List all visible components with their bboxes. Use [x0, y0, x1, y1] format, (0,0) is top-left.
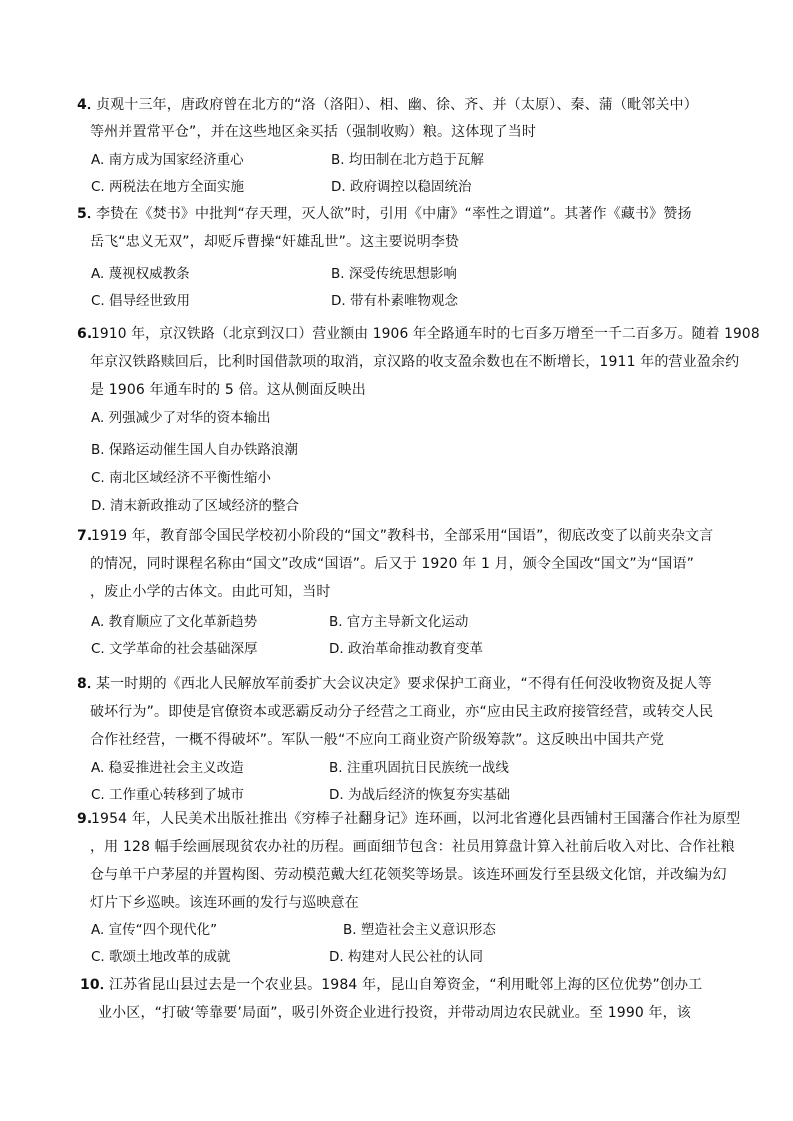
question-number: 8．	[77, 676, 102, 692]
option-b[interactable]: B. 保路运动催生国人自办铁路浪潮	[91, 442, 298, 458]
option-a[interactable]: A. 教育顺应了文化革新趋势	[91, 614, 258, 630]
option-a[interactable]: A. 稳妥推进社会主义改造	[91, 760, 244, 776]
option-b[interactable]: B. 深受传统思想影响	[331, 266, 457, 282]
question-stem-line: 灯片下乡巡映。该连环画的发行与巡映意在	[90, 895, 359, 911]
question-stem-line: 业小区，“打破‘等靠要’局面”，吸引外资企业进行投资，并带动周边农民就业。至 1990 年，该	[98, 1005, 691, 1021]
option-d[interactable]: D. 政治革命推动教育变革	[329, 641, 483, 657]
question-number: 10．	[80, 977, 114, 993]
option-c[interactable]: C. 工作重心转移到了城市	[91, 787, 245, 803]
option-a[interactable]: A. 蔑视权威教条	[91, 266, 190, 282]
question-stem-line: ，用 128 幅手绘画展现贫农办社的历程。画面细节包含：社员用算盘计算入社前后收入对比、合作社粮	[90, 839, 735, 855]
question-number: 4．	[77, 97, 102, 113]
question-number: 7.	[77, 528, 93, 544]
option-b[interactable]: B. 注重巩固抗日民族统一战线	[329, 760, 509, 776]
question-stem-line: ，废止小学的古体文。由此可知，当时	[90, 584, 331, 600]
option-c[interactable]: C. 南北区域经济不平衡性缩小	[91, 470, 272, 486]
question-stem-line: 1919 年，教育部令国民学校初小阶段的“国文”教科书，全部采用“国语”，彻底改变了以前夹杂文言	[91, 528, 714, 544]
question-stem-line: 合作社经营，一概不得破坏”。军队一般“不应向工商业资产阶级筹款”。这反映出中国共产党	[90, 732, 665, 748]
option-a[interactable]: A. 南方成为国家经济重心	[91, 152, 244, 168]
question-stem-line: 李贽在《焚书》中批判“存天理，灭人欲”时，引用《中庸》“率性之谓道”。其著作《藏书》赞扬	[96, 206, 692, 222]
option-c[interactable]: C. 倡导经世致用	[91, 293, 191, 309]
option-d[interactable]: D. 政府调控以稳固统治	[331, 179, 472, 195]
question-stem-line: 是 1906 年通车时的 5 倍。这从侧面反映出	[90, 382, 366, 398]
question-stem-line: 1910 年，京汉铁路（北京到汉口）营业额由 1906 年全路通车时的七百多万增至一千二百多万。随着 1908	[91, 326, 760, 342]
option-c[interactable]: C. 文学革命的社会基础深厚	[91, 641, 258, 657]
option-d[interactable]: D. 为战后经济的恢复夯实基础	[329, 787, 510, 803]
option-d[interactable]: D. 构建对人民公社的认同	[329, 949, 483, 965]
question-number: 6.	[77, 326, 93, 342]
question-stem-line: 的情况，同时课程名称由“国文”改成“国语”。后又于 1920 年 1 月，颁令全国改“国文”为“国语”	[90, 556, 695, 572]
question-stem-line: 1954 年，人民美术出版社推出《穷棒子社翻身记》连环画，以河北省遵化县西铺村王国藩合作社为原型	[91, 811, 741, 827]
question-stem-line: 破坏行为”。即使是官僚资本或恶霸反动分子经营之工商业，亦“应由民主政府接管经营，或转交人民	[90, 704, 714, 720]
option-c[interactable]: C. 两税法在地方全面实施	[91, 179, 245, 195]
question-stem-line: 年京汉铁路赎回后，比利时国借款项的取消，京汉路的收支盈余数也在不断增长，1911 年的营业盈余约	[90, 354, 740, 370]
question-number: 9.	[77, 811, 93, 827]
question-number: 5．	[77, 206, 102, 222]
question-stem-line: 贞观十三年，唐政府曾在北方的“洛（洛阳）、相、幽、徐、齐、并（太原）、秦、蒲（毗邻关中）	[96, 97, 698, 113]
question-stem-line: 等州并置常平仓”，并在这些地区籴买括（强制收购）粮。这体现了当时	[90, 124, 537, 140]
option-c[interactable]: C. 歌颂土地改革的成就	[91, 949, 231, 965]
option-d[interactable]: D. 清末新政推动了区域经济的整合	[91, 498, 299, 514]
option-b[interactable]: B. 官方主导新文化运动	[329, 614, 469, 630]
option-b[interactable]: B. 塑造社会主义意识形态	[343, 922, 496, 938]
option-d[interactable]: D. 带有朴素唯物观念	[331, 293, 458, 309]
question-stem-line: 岳飞“忠义无双”，却贬斥曹操“奸雄乱世”。这主要说明李贽	[90, 234, 460, 250]
question-stem-line: 仓与单干户茅屋的并置构图、劳动模范戴大红花领奖等场景。该连环画发行至县级文化馆，并改编为幻	[90, 867, 727, 883]
option-a[interactable]: A. 列强减少了对华的资本输出	[91, 410, 271, 426]
option-b[interactable]: B. 均田制在北方趋于瓦解	[331, 152, 484, 168]
option-a[interactable]: A. 宣传“四个现代化”	[91, 922, 218, 938]
question-stem-line: 某一时期的《西北人民解放军前委扩大会议决定》要求保护工商业，“不得有任何没收物资及捉人等	[96, 676, 712, 692]
question-stem-line: 江苏省昆山县过去是一个农业县。1984 年，昆山自筹资金，“利用毗邻上海的区位优势”创办工	[109, 977, 703, 993]
